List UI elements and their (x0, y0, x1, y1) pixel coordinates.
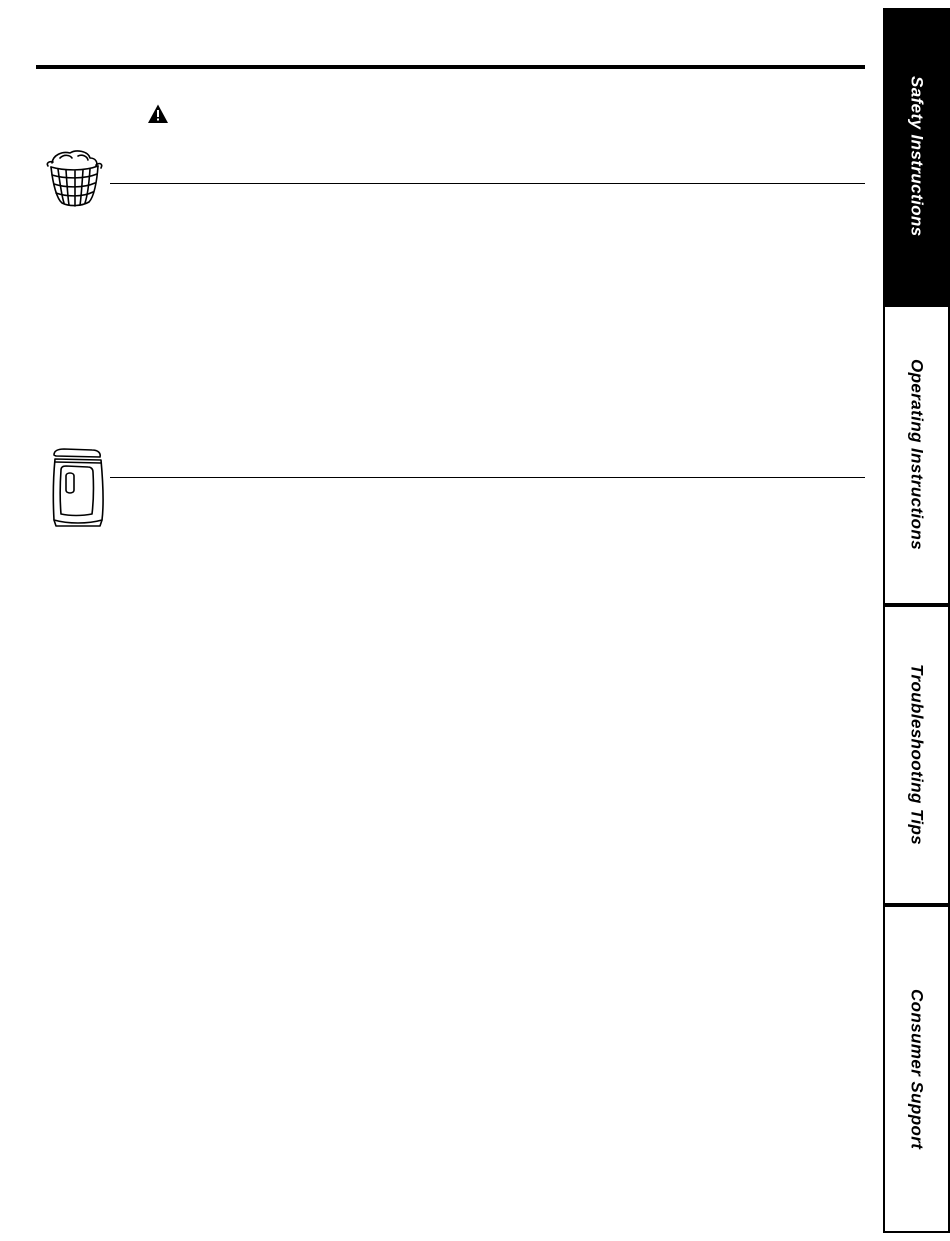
tab-troubleshooting-tips[interactable] (883, 605, 950, 905)
tab-operating-instructions[interactable] (883, 305, 950, 605)
tab-label: Operating Instructions (907, 359, 927, 551)
top-horizontal-rule (36, 65, 865, 69)
tab-label: Safety Instructions (907, 76, 927, 237)
section-one-divider (110, 183, 865, 184)
tab-safety-instructions[interactable] (883, 8, 950, 305)
warning-triangle-icon (147, 103, 169, 125)
section-tab-rail (865, 0, 950, 1241)
tab-label: Troubleshooting Tips (907, 664, 927, 846)
dryer-appliance-icon (48, 446, 110, 528)
tab-label: Consumer Support (907, 988, 927, 1150)
laundry-basket-icon (40, 145, 110, 210)
tab-consumer-support[interactable] (883, 905, 950, 1233)
section-two-divider (110, 477, 865, 478)
